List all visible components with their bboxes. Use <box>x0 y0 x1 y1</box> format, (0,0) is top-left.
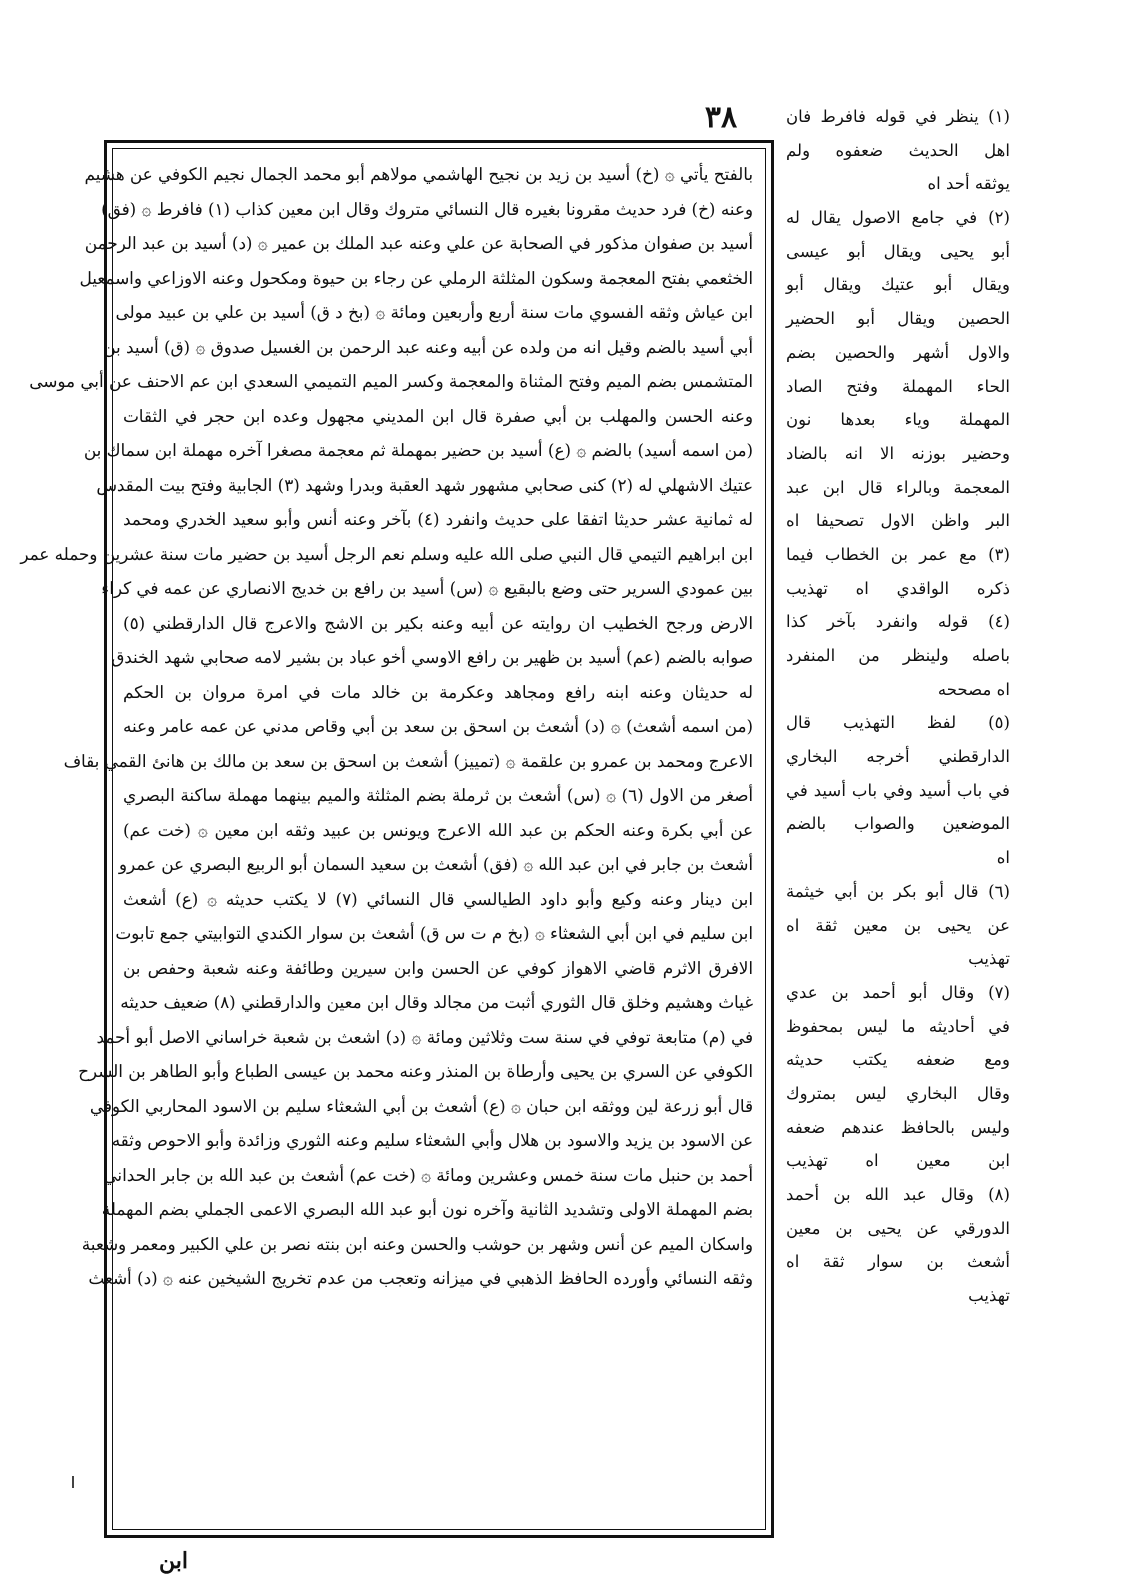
main-text-line: صوابه بالضم (عم) أسيد بن ظهير بن رافع الاوسي أخو عباد بن بشير لامه صحابي شهد الخندق <box>111 647 753 667</box>
footnote-line: (٣) مع عمر بن الخطاب فيما <box>786 544 1010 564</box>
main-text-line: بين عمودي السرير حتى وضع بالبقيع ۞ (س) أسيد بن رافع بن خديج الانصاري عن عمه في كراء <box>101 578 753 598</box>
footnote-line: الدارقطني أخرجه البخاري <box>786 747 1010 767</box>
main-text-body <box>20 148 766 1530</box>
main-text-line: في (م) متابعة توفي في سنة ست وثلاثين ومائة ۞ (د) اشعث بن شعبة خراساني الاصل أبو أحمد <box>96 1026 753 1047</box>
footnote-line: الدورقي عن يحيى بن معين <box>786 1218 1010 1238</box>
main-text-line: وثقه النسائي وأورده الحافظ الذهبي في ميزانه وتعجب من عدم تخريج الشيخين عنه ۞ (د) أشعث <box>88 1268 753 1288</box>
footnote-line: تهذيب <box>968 1286 1010 1306</box>
main-text-line: بالفتح يأتي ۞ (خ) أسيد بن زيد بن نجيح الهاشمي مولاهم أبو محمد الجمال نجيم الكوفي عن هشيم <box>84 164 753 184</box>
footnote-line: (٦) قال أبو بكر بن أبي خيثمة <box>786 881 1010 901</box>
footnote-line: يوثقه أحد اه <box>927 174 1010 194</box>
main-text-line: وعنه (خ) فرد حديث مقرونا بغيره قال النسائي متروك وقال ابن معين كذاب (١) فافرط ۞ (فق) <box>101 198 753 219</box>
footnote-line: وقال البخاري ليس بمتروك <box>786 1083 1010 1103</box>
footnote-line: وحضير بوزنه الا انه بالضاد <box>786 443 1010 463</box>
footnote-line: (٧) وقال أبو أحمد بن عدي <box>786 982 1010 1002</box>
main-text-line: (من اسمه أسيد) بالضم ۞ (ع) أسيد بن حضير بمهملة ثم معجمة مصغرا آخره مهملة ابن سماك بن <box>83 440 753 460</box>
main-text-line: أشعث بن جابر في ابن عبد الله ۞ (فق) أشعث بن سعيد السمان أبو الربيع البصري عن عمرو <box>118 854 753 874</box>
footnote-line: تهذيب <box>968 949 1010 969</box>
footnote-line: (٥) لفظ التهذيب قال <box>786 713 1010 733</box>
main-text-line: له حديثان وعنه ابنه رافع ومجاهد وعكرمة بن خالد مات في امرة مروان بن الحكم <box>123 681 753 702</box>
main-text-line: له ثمانية عشر حديثا اتفقا على حديث وانفرد (٤) بآخر وعنه أنس وأبو سعيد الخدري ومحمد <box>123 509 753 529</box>
side-notes-column <box>786 100 1010 1550</box>
main-text-line: أسيد بن صفوان مذكور في الصحابة عن علي وعنه عبد الملك بن عمير ۞ (د) أسيد بن عبد الرحمن <box>84 233 753 253</box>
main-text-line: قال أبو زرعة لين ووثقه ابن حبان ۞ (ع) أشعث بن أبي الشعثاء سليم بن الاسود المحاربي الكوفي <box>89 1095 753 1116</box>
main-text-line: ابن دينار وعنه وكيع وأبو داود الطيالسي قال النسائي (٧) لا يكتب حديثه ۞ (ع) أشعث <box>123 888 753 909</box>
footnote-line: اهل الحديث ضعفوه ولم <box>786 140 1010 160</box>
main-text-line: الارض ورجح الخطيب ان روايته عن أبيه وعنه بكير بن الاشج والاعرج قال الدارقطني (٥) <box>123 612 753 633</box>
main-text-line: عن أبي بكرة وعنه الحكم بن عبد الله الاعرج ويونس بن عبيد وثقه ابن معين ۞ (خت عم) <box>123 819 753 840</box>
page-number: ٣٨ <box>704 100 738 135</box>
main-text-line: الاعرج ومحمد بن عمرو بن علقمة ۞ (تمييز) أشعث بن اسحق بن سعد بن مالك بن هانئ القمي بقاف <box>63 750 753 771</box>
footnote-line: في أحاديثه ما ليس بمحفوظ <box>786 1016 1010 1036</box>
footnote-line: أشعث بن سوار ثقة اه <box>786 1252 1010 1272</box>
footnote-line: المعجمة وبالراء قال ابن عبد <box>786 477 1010 497</box>
footnote-line: عن يحيى بن معين ثقة اه <box>786 915 1010 935</box>
main-text-line: بضم المهملة الاولى وتشديد الثانية وآخره نون أبو عبد الله البصري الاعمى الجملي بضم المهملة <box>101 1199 753 1219</box>
main-text-line: ابن ابراهيم التيمي قال النبي صلى الله عليه وسلم نعم الرجل أسيد بن حضير مات سنة عشرين وحمله عمر <box>20 543 753 564</box>
main-text-line: الكوفي عن السري بن يحيى وأرطاة بن المنذر وعنه محمد بن عيسى الطباع وأبو الطاهر بن السرح <box>78 1061 753 1081</box>
footnote-line: والاول أشهر والحصين بضم <box>786 342 1010 362</box>
catchword: ابن <box>159 1548 188 1574</box>
footnote-line: الحصين ويقال أبو الحضير <box>786 309 1010 329</box>
main-text-line: الافرق الاثرم قاضي الاهواز كوفي عن الحسن وابن سيرين وطائفة وعنه شعبة وحفص بن <box>123 957 753 978</box>
main-text-line: ابن عياش وثقه الفسوي مات سنة أربع وأربعين ومائة ۞ (بخ د ق) أسيد بن علي بن عبيد مولى <box>115 302 753 322</box>
main-text-line: عتيك الاشهلي له (٢) كنى صحابي مشهور شهد العقبة وبدرا وشهد (٣) الجابية وفتح بيت المقدس <box>96 474 753 495</box>
footnote-line: اه مصححه <box>937 679 1010 699</box>
footnote-line: ومع ضعفه يكتب حديثه <box>786 1050 1010 1070</box>
footnote-line: (٤) قوله وانفرد بآخر كذا <box>786 612 1010 632</box>
footnote-line: المهملة وياء بعدها نون <box>786 410 1010 430</box>
footnote-line: باصله ولينظر من المنفرد <box>786 646 1010 665</box>
footnote-line: في باب أسيد وفي باب أسيد في <box>786 780 1010 800</box>
main-text-line: وعنه الحسن والمهلب بن أبي صفرة قال ابن المديني مجهول وعده ابن حجر في الثقات <box>123 405 753 426</box>
main-text-line: أحمد بن حنبل مات سنة خمس وعشرين ومائة ۞ (خت عم) أشعث بن عبد الله بن جابر الحداني <box>103 1164 753 1185</box>
main-text-line: غياث وهشيم وخلق قال الثوري أثبت من مجالد وقال ابن معين والدارقطني (٨) ضعيف حديثه <box>120 992 753 1012</box>
main-text-line: المتشمس بضم الميم وفتح المثناة والمعجمة وكسر الميم التميمي السعدي ابن عم الاحنف عن أبي موسى <box>29 371 753 391</box>
footnote-line: اه <box>996 848 1010 868</box>
main-text-line: أبي أسيد بالضم وقيل انه من ولده عن أبيه وعنه عبد الرحمن بن الغسيل صدوق ۞ (ق) أسيد بن <box>103 336 753 357</box>
footnote-line: الحاء المهملة وفتح الصاد <box>786 376 1010 396</box>
main-text-line: واسكان الميم عن أنس وشهر بن حوشب والحسن وعنه ابن بنته نصر بن علي الكبير ومعمر وشعبة <box>81 1233 753 1254</box>
main-text-line: ابن سليم في ابن أبي الشعثاء ۞ (بخ م ت س ق) أشعث بن سوار الكندي التوابيتي جمع تابوت <box>115 923 753 943</box>
main-text-line: الخثعمي بفتح المعجمة وسكون المثلثة الرملي عن رجاء بن حيوة ومكحول وعنه الاوزاعي واسمعيل <box>79 267 753 288</box>
footnote-line: ابن معين اه تهذيب <box>786 1151 1010 1171</box>
footnote-line: ويقال أبو عتيك ويقال أبو <box>786 275 1010 295</box>
footnote-line: وليس بالحافظ عندهم ضعفه <box>786 1117 1010 1137</box>
main-text-frame <box>20 140 774 1538</box>
main-text-line: عن الاسود بن يزيد والاسود بن هلال وأبي الشعثاء سليم وعنه الثوري وزائدة وأبو الاحوص وثقه <box>111 1130 753 1150</box>
footnote-line: (١) ينظر في قوله فافرط فان <box>786 107 1010 126</box>
footnote-line: أبو يحيى ويقال أبو عيسى <box>786 241 1010 261</box>
footnote-line: الموضعين والصواب بالضم <box>786 814 1010 834</box>
footnote-line: (٨) وقال عبد الله بن أحمد <box>786 1185 1010 1204</box>
footnote-line: ذكره الواقدي اه تهذيب <box>786 578 1010 598</box>
main-text-line: أصغر من الاول (٦) ۞ (س) أشعث بن ثرملة بضم المثلثة والميم بينهما مهملة ساكنة البصري <box>123 785 753 805</box>
margin-mark <box>72 1476 74 1488</box>
footnote-line: البر واظن الاول تصحيفا اه <box>786 511 1010 531</box>
footnote-line: (٢) في جامع الاصول يقال له <box>786 208 1010 228</box>
main-text-line: (من اسمه أشعث) ۞ (د) أشعث بن اسحق بن سعد بن أبي وقاص مدني عن عمه عامر وعنه <box>123 716 753 736</box>
